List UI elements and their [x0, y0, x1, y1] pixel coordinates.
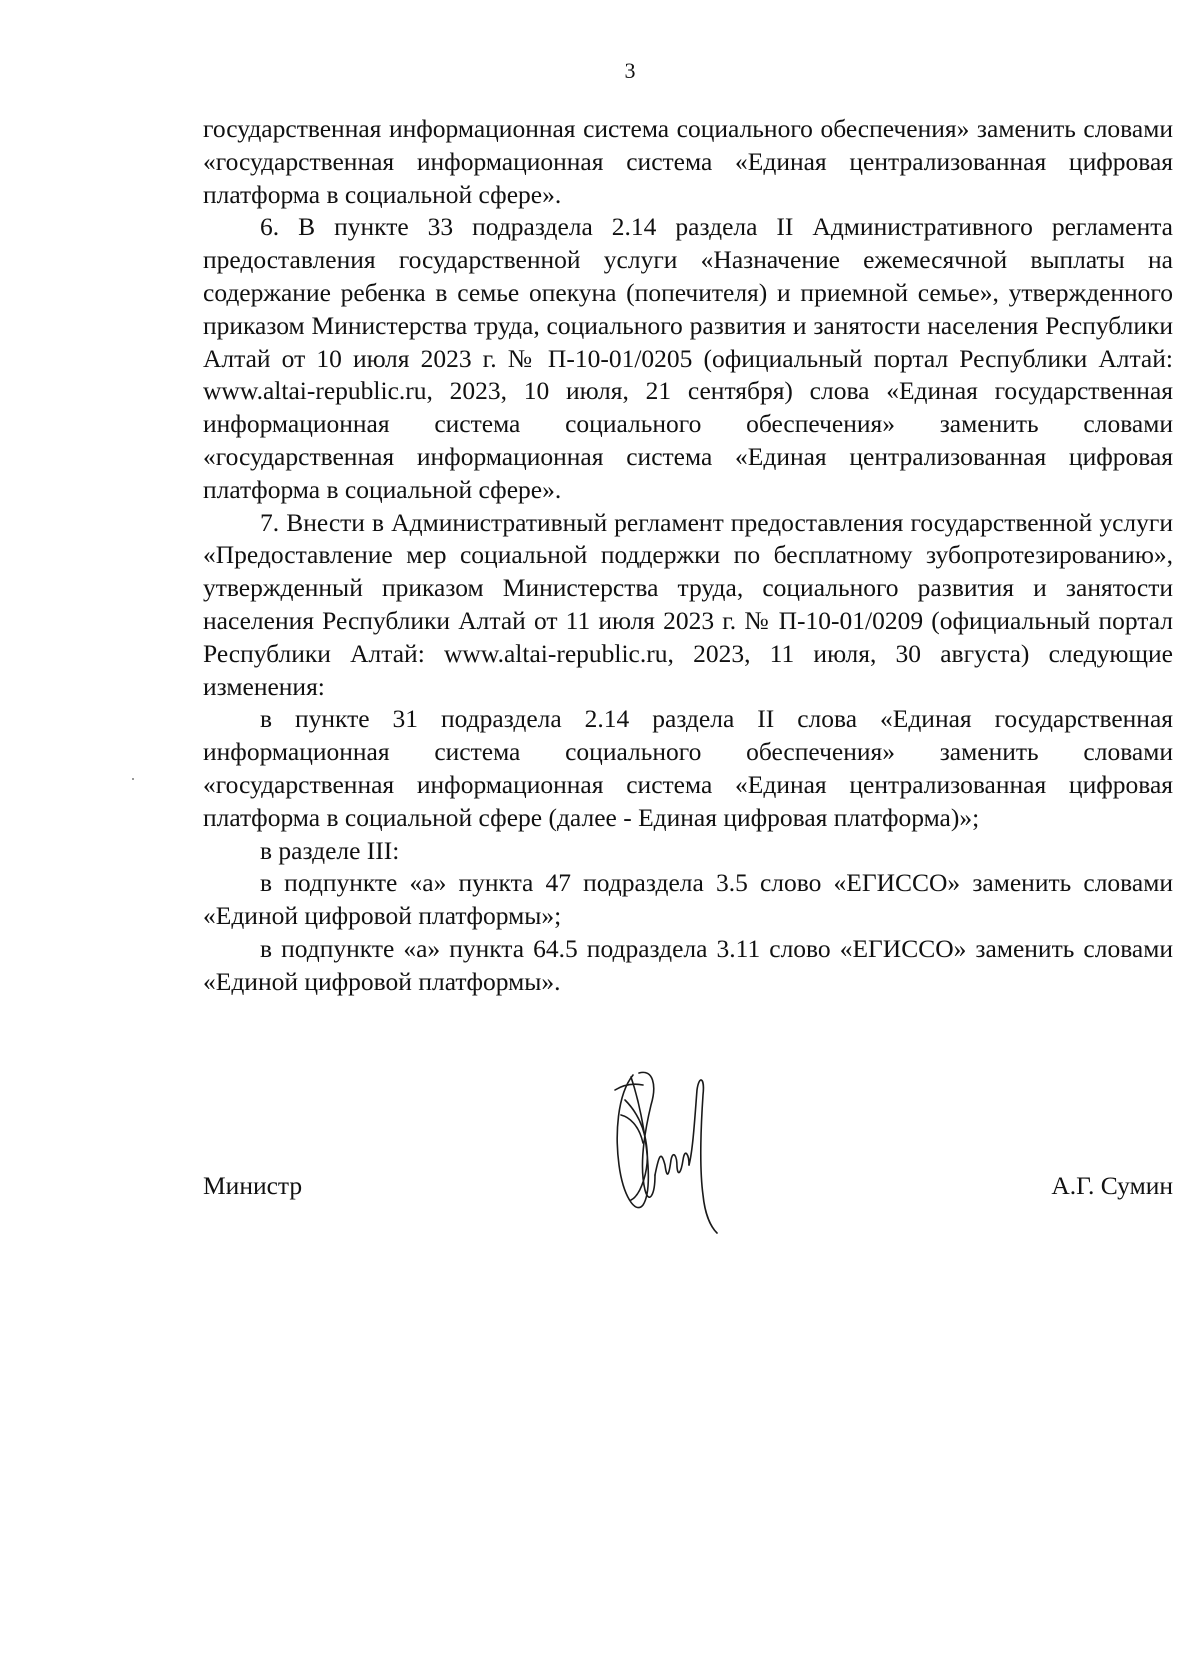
paragraph-continuation: государственная информационная система социального обеспечения» заменить словами «государственная информационная система «Единая централизованная цифровая платформа в социальной сфере». — [203, 114, 1173, 209]
paragraph-item-7: 7. Внести в Административный регламент предоставления государственной услуги «Предоставление мер социальной поддержки по бесплатному зубопротезированию», утвержденный приказом Министерства труда, социального развития и занятости населения Республики Алтай от 11 июля 2023 г. № П-10-01/0209 (официальный портал Республики Алтай: www.altai-republic.ru, 2023, 11 июля, 30 августа) следующие изменения: — [203, 507, 1173, 701]
paragraph-section-3: в разделе III: — [260, 835, 400, 865]
signature-block — [203, 1170, 1173, 1210]
signatory-position: Министр — [203, 1171, 303, 1200]
page-number: 3 — [624, 58, 636, 83]
handwritten-signature — [595, 1055, 735, 1245]
paragraph-item-7-change-1: в пункте 31 подраздела 2.14 раздела II слова «Единая государственная информационная система социального обеспечения» заменить словами «государственная информационная система «Единая централизованная цифровая платформа в социальной сфере (далее - Единая цифровая платформа)»; — [203, 704, 1173, 832]
paragraph-item-6: 6. В пункте 33 подраздела 2.14 раздела II Административного регламента предоставления государственной услуги «Назначение ежемесячной выплаты на содержание ребенка в семье опекуна (попечителя) и приемной семье», утвержденного приказом Министерства труда, социального развития и занятости населения Республики Алтай от 10 июля 2023 г. № П-10-01/0205 (официальный портал Республики Алтай: www.altai-republic.ru, 2023, 10 июля, 21 сентября) слова «Единая государственная информационная система социального обеспечения» заменить словами «государственная информационная система «Единая централизованная цифровая платформа в социальной сфере». — [203, 212, 1173, 504]
paragraph-item-7-change-3: в подпункте «а» пункта 64.5 подраздела 3.11 слово «ЕГИССО» заменить словами «Единой цифровой платформы». — [203, 933, 1173, 996]
paragraph-item-7-change-2: в подпункте «а» пункта 47 подраздела 3.5 слово «ЕГИССО» заменить словами «Единой цифровой платформы»; — [203, 868, 1173, 931]
signatory-name: А.Г. Сумин — [1051, 1171, 1173, 1200]
document-body — [203, 113, 1173, 999]
margin-mark — [132, 778, 134, 780]
